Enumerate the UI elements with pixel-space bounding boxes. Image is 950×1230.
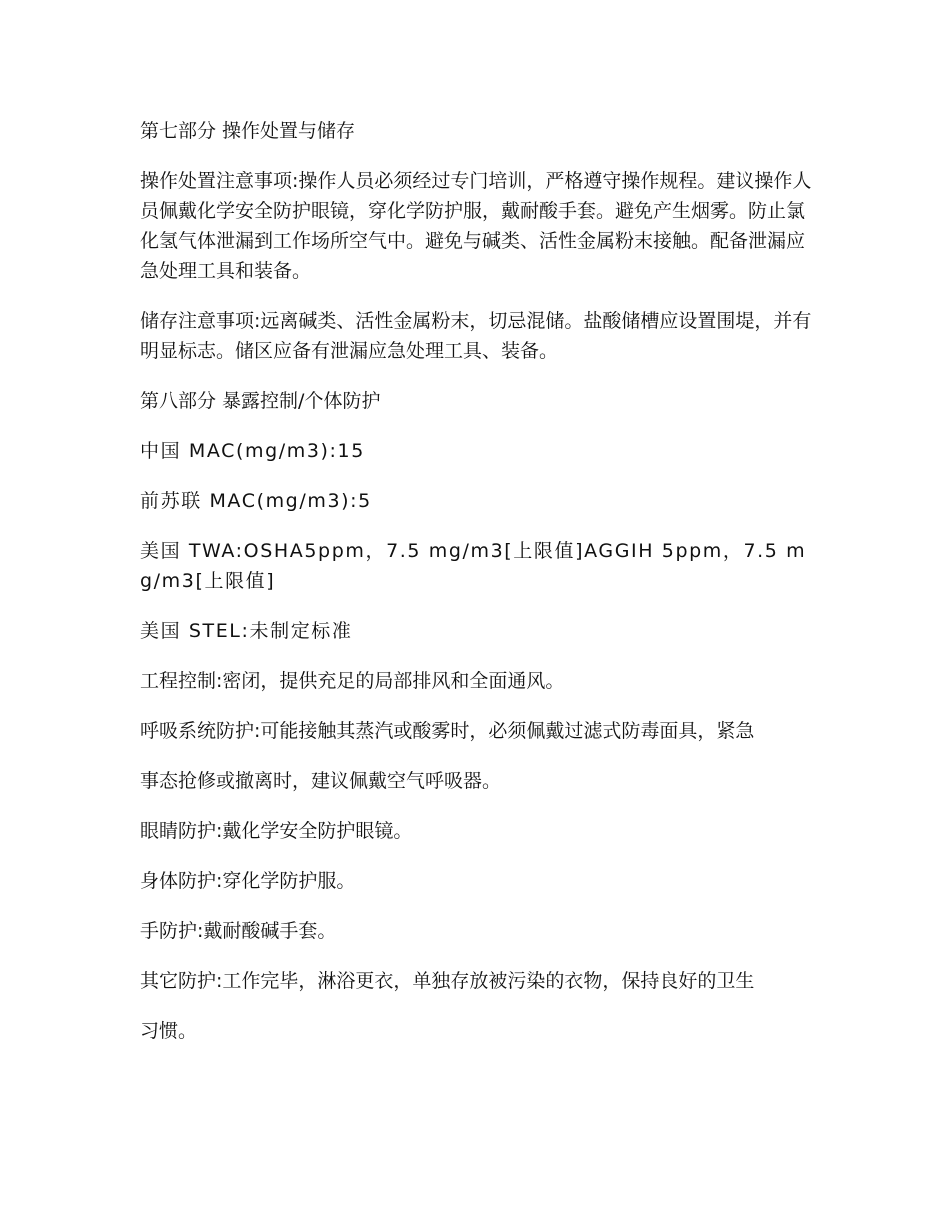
engineering-control-line: 工程控制:密闭，提供充足的局部排风和全面通风。 xyxy=(140,670,565,692)
body-protection-line: 身体防护:穿化学防护服。 xyxy=(140,870,356,892)
section-heading-part8: 第八部分 暴露控制/个体防护 xyxy=(140,390,381,412)
other-protection-line: 其它防护:工作完毕，淋浴更衣，单独存放被污染的衣物，保持良好的卫生 xyxy=(140,970,755,992)
hand-protection-line: 手防护:戴耐酸碱手套。 xyxy=(140,920,337,942)
ussr-mac-line: 前苏联 MAC(mg/m3):5 xyxy=(140,490,372,512)
us-stel-line: 美国 STEL:未制定标准 xyxy=(140,620,353,642)
respiratory-protection-continuation: 事态抢修或撤离时，建议佩戴空气呼吸器。 xyxy=(140,770,502,792)
handling-precautions-paragraph: 操作处置注意事项:操作人员必须经过专门培训，严格遵守操作规程。建议操作人员佩戴化学安全防护眼镜，穿化学防护服，戴耐酸手套。避免产生烟雾。防止氯化氢气体泄漏到工作场所空气中。避免与碱类、活性金属粉末接触。配备泄漏应急处理工具和装备。 xyxy=(140,170,812,282)
section-heading-part7: 第七部分 操作处置与储存 xyxy=(140,120,356,142)
china-mac-line: 中国 MAC(mg/m3):15 xyxy=(140,440,365,462)
document-body xyxy=(140,116,812,1066)
us-twa-line: 美国 TWA:OSHA5ppm，7.5 mg/m3[上限值]AGGIH 5ppm，7.5 mg/m3[上限值] xyxy=(140,540,807,592)
respiratory-protection-line: 呼吸系统防护:可能接触其蒸汽或酸雾时，必须佩戴过滤式防毒面具，紧急 xyxy=(140,720,755,742)
other-protection-continuation: 习惯。 xyxy=(140,1020,198,1042)
storage-precautions-paragraph: 储存注意事项:远离碱类、活性金属粉末，切忌混储。盐酸储槽应设置围堤，并有明显标志。储区应备有泄漏应急处理工具、装备。 xyxy=(140,310,812,362)
eye-protection-line: 眼睛防护:戴化学安全防护眼镜。 xyxy=(140,820,413,842)
